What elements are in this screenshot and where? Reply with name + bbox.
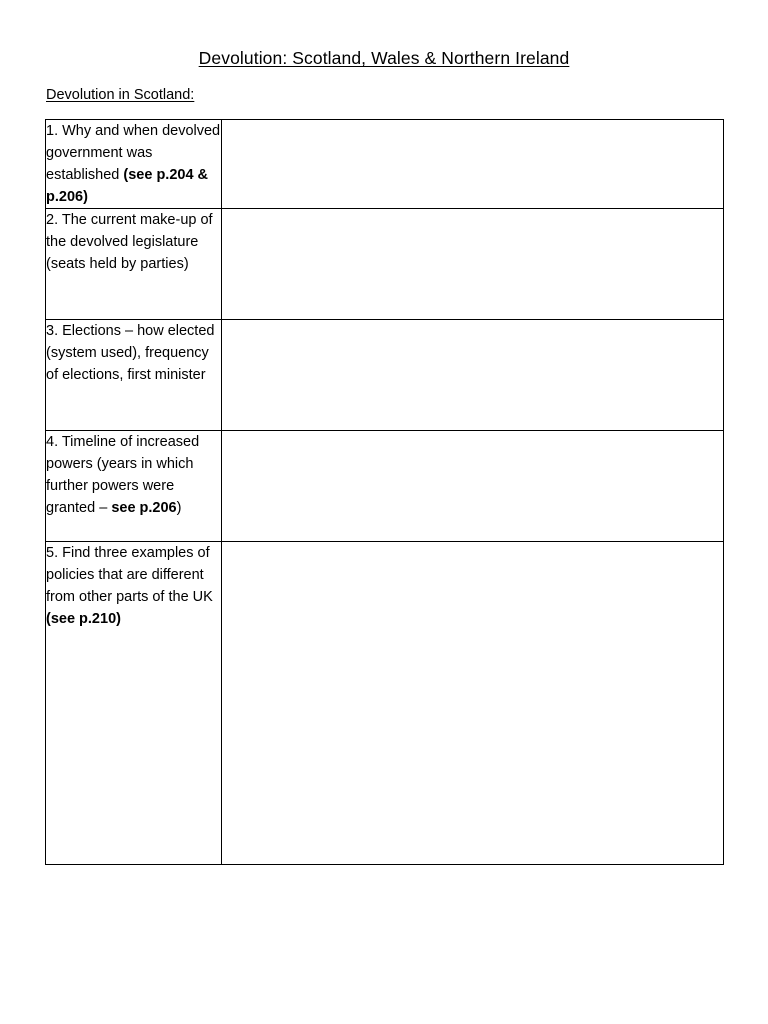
table-row <box>46 542 724 865</box>
page-reference: (see p.204 & p.206) <box>46 167 209 205</box>
prompt-cell <box>46 542 222 865</box>
page-reference: see p.206 <box>111 500 177 516</box>
worksheet-table <box>45 119 724 865</box>
prompt-cell <box>46 209 222 320</box>
prompt-text: 2. The current make-up of the devolved legislature (seats held by parties) <box>46 212 213 272</box>
answer-cell[interactable] <box>222 320 724 431</box>
answer-cell[interactable] <box>222 431 724 542</box>
table-row <box>46 209 724 320</box>
answer-cell[interactable] <box>222 120 724 209</box>
answer-cell[interactable] <box>222 542 724 865</box>
prompt-cell <box>46 320 222 431</box>
table-row <box>46 320 724 431</box>
section-heading: Devolution in Scotland: <box>46 87 195 103</box>
prompt-cell <box>46 431 222 542</box>
prompt-text: 3. Elections – how elected (system used), frequency of elections, first minister <box>46 323 215 383</box>
table-row <box>46 431 724 542</box>
table-row <box>46 120 724 209</box>
prompt-text: 1. Why and when devolved government was established <box>46 123 221 183</box>
prompt-text-end: ) <box>176 500 182 516</box>
page-title: Devolution: Scotland, Wales & Northern Ireland <box>198 48 570 68</box>
page-reference: (see p.210) <box>46 611 121 627</box>
prompt-text: 5. Find three examples of policies that are different from other parts of the UK <box>46 545 213 605</box>
answer-cell[interactable] <box>222 209 724 320</box>
prompt-cell <box>46 120 222 209</box>
prompt-text: 4. Timeline of increased powers (years in which further powers were granted – <box>46 434 200 516</box>
